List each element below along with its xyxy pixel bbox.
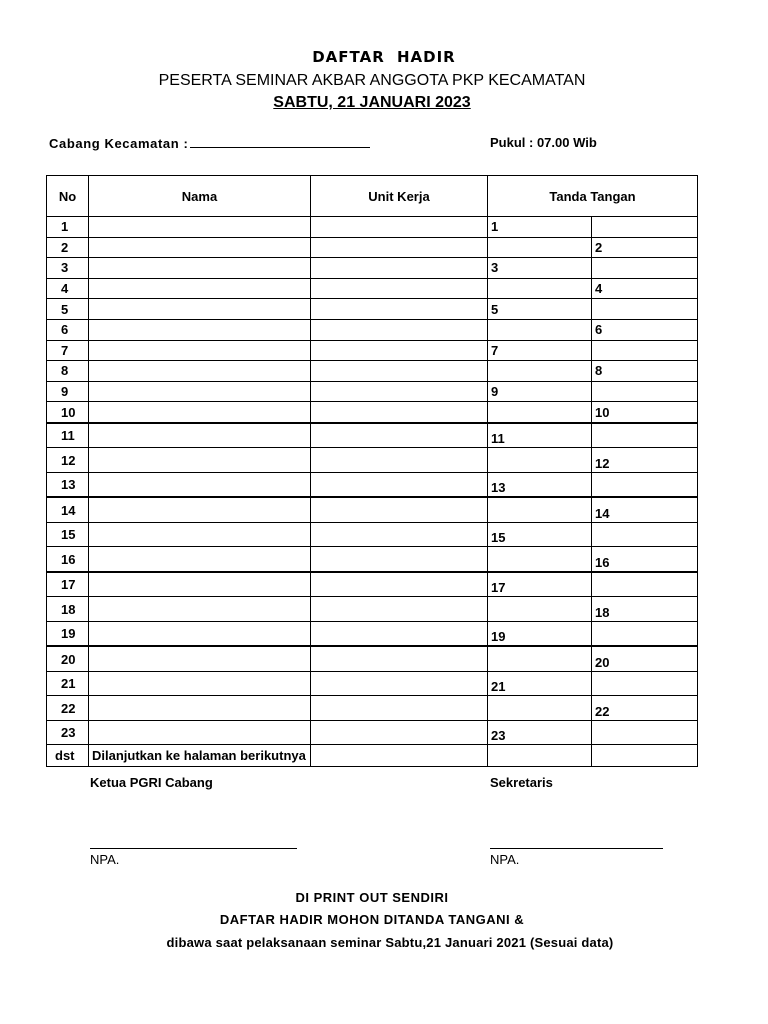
- signature-cell-right[interactable]: [592, 572, 698, 597]
- unit-kerja-cell[interactable]: [311, 340, 488, 361]
- nama-cell[interactable]: [89, 547, 311, 572]
- signature-cell-left[interactable]: [488, 299, 592, 320]
- table-row: [47, 217, 698, 238]
- table-row: [47, 497, 698, 522]
- row-number: 6: [47, 319, 89, 340]
- signature-cell-left[interactable]: [488, 448, 592, 473]
- row-number: 20: [47, 646, 89, 671]
- nama-cell[interactable]: [89, 340, 311, 361]
- nama-cell[interactable]: [89, 258, 311, 279]
- table-header-row: [47, 176, 698, 217]
- unit-kerja-cell[interactable]: [311, 572, 488, 597]
- signature-cell-left[interactable]: [488, 720, 592, 745]
- unit-kerja-cell[interactable]: [311, 597, 488, 622]
- signature-cell-right[interactable]: [592, 696, 698, 721]
- signature-number: 20: [595, 654, 610, 670]
- table-body: [47, 217, 698, 767]
- signature-cell-right[interactable]: [592, 745, 698, 767]
- header-tanda-tangan: Tanda Tangan: [488, 176, 698, 217]
- signature-cell-left[interactable]: [488, 381, 592, 402]
- signature-cell-right[interactable]: [592, 646, 698, 671]
- nama-cell[interactable]: [89, 299, 311, 320]
- unit-kerja-cell[interactable]: [311, 237, 488, 258]
- signature-number: 4: [595, 281, 603, 297]
- signature-number: 6: [595, 322, 603, 338]
- right-signature-line: [490, 848, 663, 849]
- row-number: 19: [47, 621, 89, 646]
- signature-cell-left[interactable]: [488, 646, 592, 671]
- table-row: [47, 423, 698, 448]
- nama-cell[interactable]: [89, 572, 311, 597]
- unit-kerja-cell[interactable]: [311, 381, 488, 402]
- left-signature-title: Ketua PGRI Cabang: [90, 775, 213, 790]
- table-row: [47, 319, 698, 340]
- signature-cell-left[interactable]: [488, 497, 592, 522]
- signature-cell-right[interactable]: [592, 340, 698, 361]
- table-row: [47, 720, 698, 745]
- unit-kerja-cell[interactable]: [311, 621, 488, 646]
- nama-cell[interactable]: [89, 621, 311, 646]
- unit-kerja-cell[interactable]: [311, 745, 488, 767]
- signature-cell-left[interactable]: [488, 696, 592, 721]
- signature-cell-right[interactable]: [592, 258, 698, 279]
- nama-cell[interactable]: [89, 522, 311, 547]
- table-row: [47, 299, 698, 320]
- signature-cell-right[interactable]: [592, 547, 698, 572]
- unit-kerja-cell[interactable]: [311, 423, 488, 448]
- signature-cell-right[interactable]: [592, 448, 698, 473]
- signature-cell-right[interactable]: [592, 361, 698, 382]
- row-number: 12: [47, 448, 89, 473]
- signature-cell-left[interactable]: [488, 671, 592, 696]
- row-number: 17: [47, 572, 89, 597]
- signature-number: 14: [595, 505, 610, 521]
- signature-cell-right[interactable]: [592, 278, 698, 299]
- table-row: [47, 671, 698, 696]
- unit-kerja-cell[interactable]: [311, 646, 488, 671]
- table-row: [47, 448, 698, 473]
- signature-cell-right[interactable]: [592, 237, 698, 258]
- signature-number: 15: [491, 530, 506, 546]
- signature-cell-right[interactable]: [592, 497, 698, 522]
- row-number: 2: [47, 237, 89, 258]
- signature-number: 9: [491, 384, 499, 400]
- table-row: [47, 381, 698, 402]
- dst-label: dst: [47, 745, 89, 767]
- unit-kerja-cell[interactable]: [311, 217, 488, 238]
- signature-number: 5: [491, 301, 499, 317]
- header-unit-kerja: Unit Kerja: [311, 176, 488, 217]
- signature-cell-right[interactable]: [592, 522, 698, 547]
- right-signature-title: Sekretaris: [490, 775, 553, 790]
- signature-cell-right[interactable]: [592, 423, 698, 448]
- signature-cell-left[interactable]: [488, 597, 592, 622]
- signature-number: 21: [491, 679, 506, 695]
- table-row: [47, 646, 698, 671]
- table-row: [47, 278, 698, 299]
- signature-number: 19: [491, 629, 506, 645]
- footer-line-2: DAFTAR HADIR MOHON DITANDA TANGANI &: [219, 912, 525, 927]
- attendance-table: [46, 175, 698, 767]
- signature-cell-left[interactable]: [488, 472, 592, 497]
- nama-cell[interactable]: [89, 448, 311, 473]
- signature-cell-left[interactable]: [488, 423, 592, 448]
- row-number: 16: [47, 547, 89, 572]
- unit-kerja-cell[interactable]: [311, 522, 488, 547]
- signature-cell-left[interactable]: [488, 745, 592, 767]
- row-number: 4: [47, 278, 89, 299]
- table-row: [47, 258, 698, 279]
- signature-cell-left[interactable]: [488, 572, 592, 597]
- signature-number: 2: [595, 239, 603, 255]
- nama-cell[interactable]: [89, 472, 311, 497]
- nama-cell[interactable]: [89, 597, 311, 622]
- table-row: [47, 572, 698, 597]
- row-number: 21: [47, 671, 89, 696]
- row-number: 23: [47, 720, 89, 745]
- row-number: 8: [47, 361, 89, 382]
- nama-cell[interactable]: [89, 237, 311, 258]
- signature-cell-left[interactable]: [488, 361, 592, 382]
- continuation-note: Dilanjutkan ke halaman berikutnya: [89, 745, 311, 767]
- row-number: 3: [47, 258, 89, 279]
- signature-number: 7: [491, 342, 499, 358]
- row-number: 13: [47, 472, 89, 497]
- unit-kerja-cell[interactable]: [311, 299, 488, 320]
- table-row: [47, 522, 698, 547]
- footer-line-1: DI PRINT OUT SENDIRI: [295, 890, 449, 905]
- right-npa: NPA.: [490, 852, 520, 867]
- pukul-label: Pukul : 07.00 Wib: [490, 135, 597, 150]
- signature-number: 12: [595, 455, 610, 471]
- signature-number: 13: [491, 480, 506, 496]
- signature-cell-left[interactable]: [488, 402, 592, 423]
- signature-number: 22: [595, 703, 610, 719]
- unit-kerja-cell[interactable]: [311, 448, 488, 473]
- left-signature-line: [90, 848, 297, 849]
- cabang-label: Cabang Kecamatan :: [49, 136, 189, 151]
- signature-cell-left[interactable]: [488, 522, 592, 547]
- signature-cell-left[interactable]: [488, 278, 592, 299]
- unit-kerja-cell[interactable]: [311, 497, 488, 522]
- header-nama: Nama: [89, 176, 311, 217]
- table-row: [47, 472, 698, 497]
- row-number: 11: [47, 423, 89, 448]
- nama-cell[interactable]: [89, 497, 311, 522]
- document-date: SABTU, 21 JANUARI 2023: [273, 94, 471, 111]
- nama-cell[interactable]: [89, 720, 311, 745]
- signature-cell-right[interactable]: [592, 217, 698, 238]
- nama-cell[interactable]: [89, 671, 311, 696]
- signature-cell-right[interactable]: [592, 299, 698, 320]
- signature-cell-right[interactable]: [592, 381, 698, 402]
- table-row: [47, 340, 698, 361]
- signature-number: 8: [595, 363, 603, 379]
- unit-kerja-cell[interactable]: [311, 361, 488, 382]
- unit-kerja-cell[interactable]: [311, 671, 488, 696]
- nama-cell[interactable]: [89, 423, 311, 448]
- signature-number: 23: [491, 728, 506, 744]
- row-number: 18: [47, 597, 89, 622]
- unit-kerja-cell[interactable]: [311, 319, 488, 340]
- nama-cell[interactable]: [89, 319, 311, 340]
- table-row: [47, 361, 698, 382]
- unit-kerja-cell[interactable]: [311, 696, 488, 721]
- unit-kerja-cell[interactable]: [311, 402, 488, 423]
- footer-line-3: dibawa saat pelaksanaan seminar Sabtu,21 Januari 2021 (Sesuai data): [166, 935, 614, 950]
- signature-number: 3: [491, 260, 499, 276]
- unit-kerja-cell[interactable]: [311, 472, 488, 497]
- signature-cell-left[interactable]: [488, 258, 592, 279]
- signature-cell-right[interactable]: [592, 720, 698, 745]
- signature-cell-left[interactable]: [488, 340, 592, 361]
- row-number: 14: [47, 497, 89, 522]
- left-npa: NPA.: [90, 852, 120, 867]
- nama-cell[interactable]: [89, 217, 311, 238]
- table-row: [47, 597, 698, 622]
- cabang-blank-line: [190, 135, 370, 148]
- document-subtitle: PESERTA SEMINAR AKBAR ANGGOTA PKP KECAMATAN: [158, 72, 586, 89]
- unit-kerja-cell[interactable]: [311, 278, 488, 299]
- signature-number: 17: [491, 580, 506, 596]
- row-number: 7: [47, 340, 89, 361]
- unit-kerja-cell[interactable]: [311, 547, 488, 572]
- signature-cell-right[interactable]: [592, 671, 698, 696]
- row-number: 10: [47, 402, 89, 423]
- nama-cell[interactable]: [89, 278, 311, 299]
- header-no: No: [47, 176, 89, 217]
- signature-cell-left[interactable]: [488, 621, 592, 646]
- row-number: 1: [47, 217, 89, 238]
- nama-cell[interactable]: [89, 696, 311, 721]
- unit-kerja-cell[interactable]: [311, 720, 488, 745]
- signature-number: 1: [491, 219, 499, 235]
- signature-cell-left[interactable]: [488, 319, 592, 340]
- table-row: [47, 696, 698, 721]
- signature-number: 18: [595, 604, 610, 620]
- signature-cell-right[interactable]: [592, 402, 698, 423]
- table-row: [47, 402, 698, 423]
- signature-number: 10: [595, 404, 610, 420]
- row-number: 15: [47, 522, 89, 547]
- signature-cell-right[interactable]: [592, 621, 698, 646]
- document-title: DAFTAR HADIR: [312, 48, 456, 66]
- signature-cell-left[interactable]: [488, 237, 592, 258]
- signature-cell-right[interactable]: [592, 472, 698, 497]
- nama-cell[interactable]: [89, 402, 311, 423]
- row-number: 5: [47, 299, 89, 320]
- signature-cell-right[interactable]: [592, 319, 698, 340]
- table-row: [47, 547, 698, 572]
- nama-cell[interactable]: [89, 381, 311, 402]
- cabang-field: [49, 135, 370, 151]
- continuation-row: [47, 745, 698, 767]
- unit-kerja-cell[interactable]: [311, 258, 488, 279]
- nama-cell[interactable]: [89, 361, 311, 382]
- signature-cell-left[interactable]: [488, 217, 592, 238]
- signature-cell-right[interactable]: [592, 597, 698, 622]
- row-number: 22: [47, 696, 89, 721]
- signature-cell-left[interactable]: [488, 547, 592, 572]
- row-number: 9: [47, 381, 89, 402]
- nama-cell[interactable]: [89, 646, 311, 671]
- table-row: [47, 237, 698, 258]
- signature-number: 11: [491, 431, 505, 447]
- signature-number: 16: [595, 554, 610, 570]
- table-row: [47, 621, 698, 646]
